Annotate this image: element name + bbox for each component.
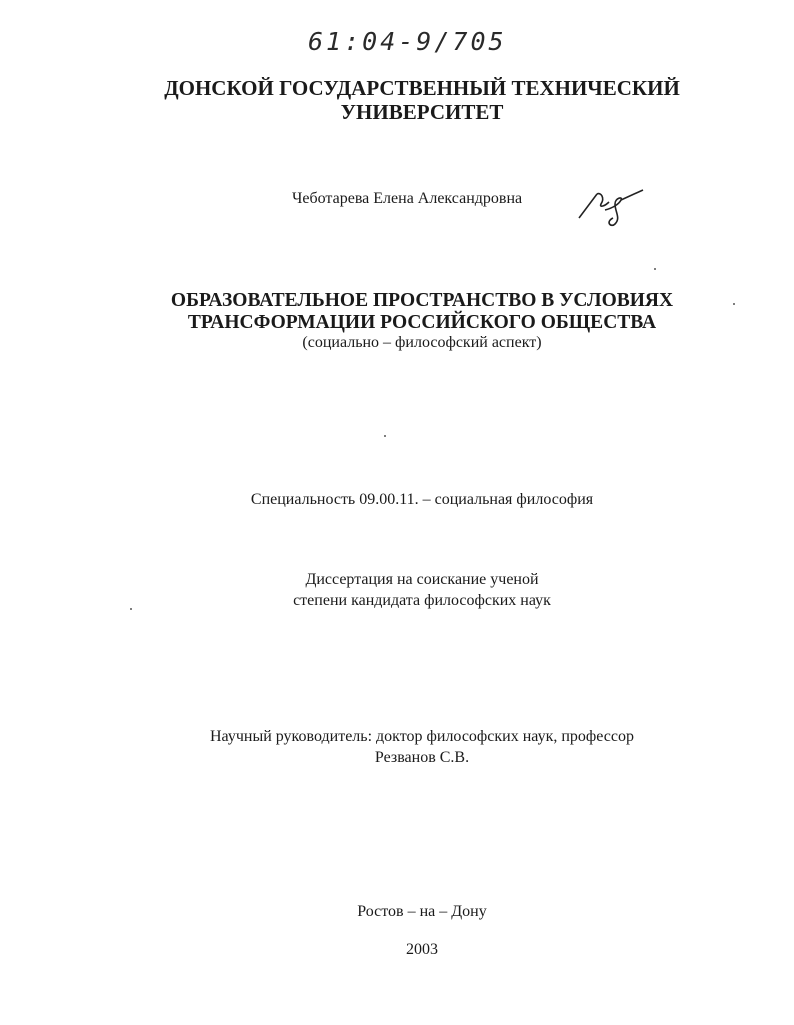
dissertation-title [25, 290, 794, 334]
advisor-line-1: Научный руководитель: доктор философских наук, профессор [210, 728, 634, 745]
advisor-line-2: Резванов С.В. [374, 749, 470, 766]
signature-icon [575, 184, 647, 228]
year: 2003 [406, 941, 438, 958]
title-line-2: ТРАНСФОРМАЦИИ РОССИЙСКОГО ОБЩЕСТВА [187, 312, 657, 333]
title-subtitle: (социально – философский аспект) [302, 334, 542, 351]
title-line-1: ОБРАЗОВАТЕЛЬНОЕ ПРОСТРАНСТВО В УСЛОВИЯХ [170, 290, 674, 311]
scan-speck [654, 268, 656, 270]
university-name [25, 76, 794, 124]
degree-line-2: степени кандидата философских наук [293, 592, 551, 609]
scan-speck [384, 435, 386, 437]
author-name: Чеботарева Елена Александровна [292, 190, 523, 207]
scan-speck [733, 303, 735, 305]
scientific-advisor [25, 726, 794, 768]
scan-speck [130, 608, 132, 610]
archive-stamp-number: 61:04-9/705 [308, 27, 507, 56]
university-line-2: УНИВЕРСИТЕТ [340, 100, 504, 124]
degree-line-1: Диссертация на соискание ученой [305, 571, 539, 588]
university-line-1: ДОНСКОЙ ГОСУДАРСТВЕННЫЙ ТЕХНИЧЕСКИЙ [164, 76, 680, 100]
dissertation-degree [25, 569, 794, 611]
city: Ростов – на – Дону [357, 903, 487, 920]
specialty-line: Специальность 09.00.11. – социальная философия [250, 491, 594, 508]
